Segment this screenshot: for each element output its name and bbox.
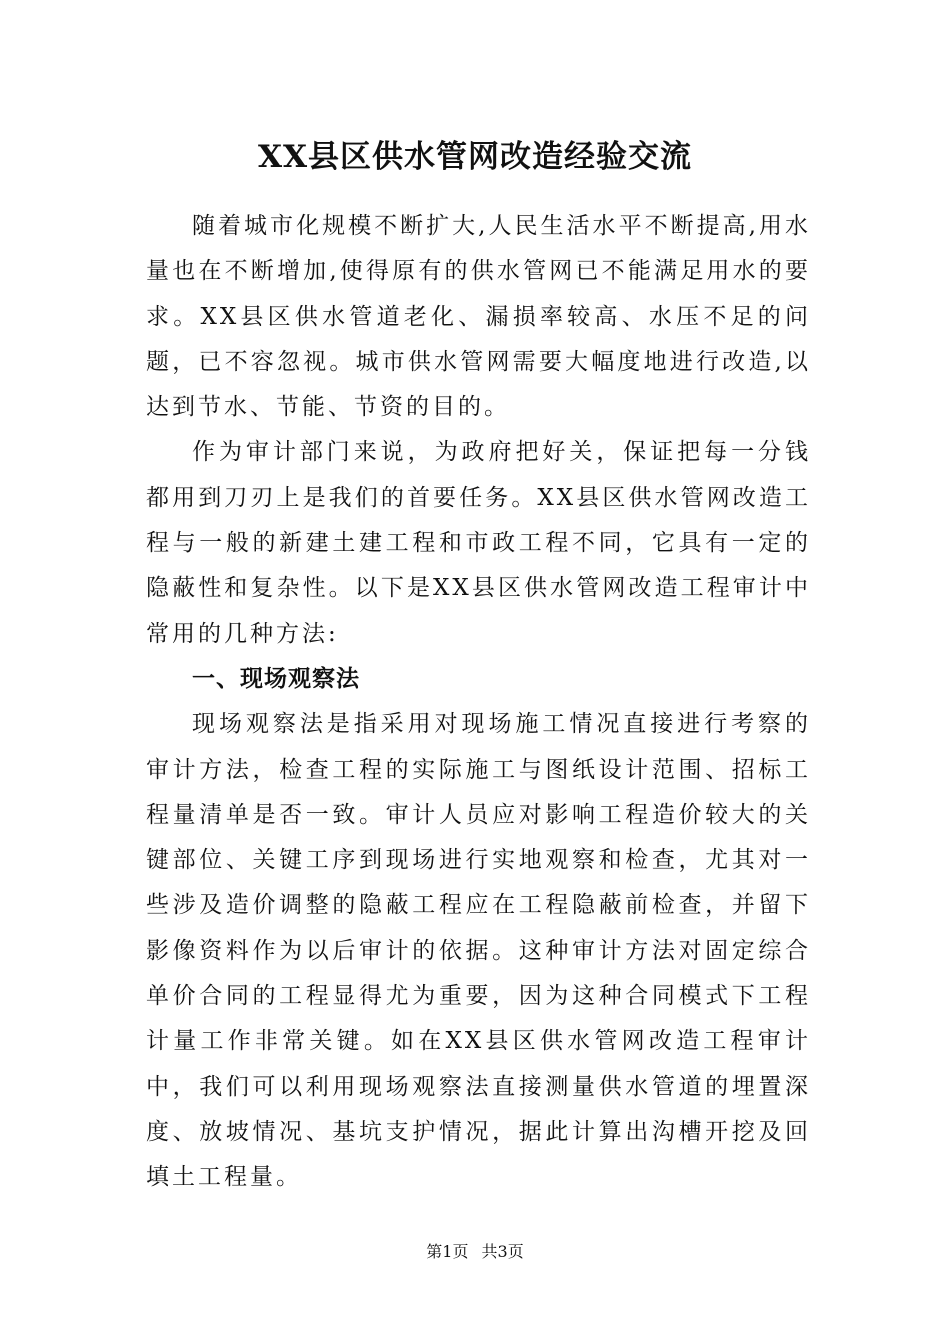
- paragraph-audit-role: 作为审计部门来说，为政府把好关，保证把每一分钱都用到刀刃上是我们的首要任务。XX县区供水管网改造工程与一般的新建土建工程和市政工程不同，它具有一定的隐蔽性和复杂性。以下是XX县区供水管网改造工程审计中常用的几种方法:: [146, 439, 811, 647]
- page-number: 第1页: [426, 1242, 469, 1261]
- document-body: [146, 204, 811, 1201]
- paragraph-site-observation: 现场观察法是指采用对现场施工情况直接进行考察的审计方法，检查工程的实际施工与图纸设计范围、招标工程量清单是否一致。审计人员应对影响工程造价较大的关键部位、关键工序到现场进行实地观察和检查，尤其对一些涉及造价调整的隐蔽工程应在工程隐蔽前检查，并留下影像资料作为以后审计的依据。这种审计方法对固定综合单价合同的工程显得尤为重要，因为这种合同模式下工程计量工作非常关键。如在XX县区供水管网改造工程审计中，我们可以利用现场观察法直接测量供水管道的埋置深度、放坡情况、基坑支护情况，据此计算出沟槽开挖及回填土工程量。: [146, 711, 811, 1191]
- section-heading-site-observation: 一、现场观察法: [192, 665, 360, 692]
- page-total: 共3页: [481, 1242, 524, 1261]
- page-footer: [0, 1240, 950, 1264]
- paragraph-intro: 随着城市化规模不断扩大,人民生活水平不断提高,用水量也在不断增加,使得原有的供水管网已不能满足用水的要求。XX县区供水管道老化、漏损率较高、水压不足的问题，已不容忽视。城市供水管网需要大幅度地进行改造,以达到节水、节能、节资的目的。: [146, 213, 811, 421]
- document-title: XX县区供水管网改造经验交流: [257, 139, 693, 175]
